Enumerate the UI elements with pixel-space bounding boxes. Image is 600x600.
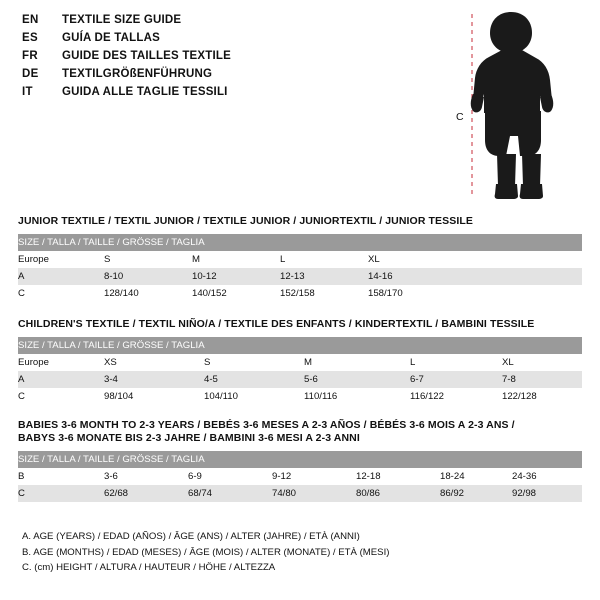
junior-row-europe-label: Europe xyxy=(18,254,49,265)
section-babies-title-line2: BABYS 3-6 MONATE BIS 2-3 JAHRE / BAMBINI 3-6 MESI A 2-3 ANNI xyxy=(18,432,360,444)
header-row-en xyxy=(22,14,422,32)
babies-b-v1: 3-6 xyxy=(104,471,118,482)
junior-europe-v2: M xyxy=(192,254,200,265)
babies-b-v3: 9-12 xyxy=(272,471,292,482)
babies-c-v1: 62/68 xyxy=(104,485,188,502)
babies-c-v4: 80/86 xyxy=(356,485,440,502)
children-c-v2: 104/110 xyxy=(204,391,238,402)
children-europe-v3: M xyxy=(304,357,312,368)
children-size-table xyxy=(18,337,582,405)
section-babies xyxy=(18,419,582,502)
children-c-v5: 122/128 xyxy=(502,391,537,402)
children-a-v3: 5-6 xyxy=(304,371,410,388)
table-row xyxy=(18,251,582,268)
junior-europe-v4: XL xyxy=(368,254,380,265)
children-a-v4: 6-7 xyxy=(410,371,502,388)
section-junior-title: JUNIOR TEXTILE / TEXTIL JUNIOR / TEXTILE JUNIOR / JUNIORTEXTIL / JUNIOR TESSILE xyxy=(18,215,473,227)
babies-c-v6: 92/98 xyxy=(512,485,582,502)
babies-b-v2: 6-9 xyxy=(188,471,202,482)
lang-code-it: IT xyxy=(22,86,33,98)
junior-a-v4: 14-16 xyxy=(368,268,456,285)
junior-band-label: SIZE / TALLA / TAILLE / GRÖSSE / TAGLIA xyxy=(18,234,582,251)
header-title-en: TEXTILE SIZE GUIDE xyxy=(62,14,182,26)
table-row xyxy=(18,485,582,502)
header-row-fr xyxy=(22,50,422,68)
junior-c-v2: 140/152 xyxy=(192,288,227,299)
language-header xyxy=(22,14,422,104)
junior-size-table xyxy=(18,234,582,302)
babies-c-v2: 68/74 xyxy=(188,485,272,502)
header-row-es xyxy=(22,32,422,50)
header-row-de xyxy=(22,68,422,86)
children-europe-v1: XS xyxy=(104,357,117,368)
header-title-es: GUÍA DE TALLAS xyxy=(62,32,160,44)
babies-row-c-label: C xyxy=(18,485,104,502)
footnote-b: B. AGE (MONTHS) / EDAD (MESES) / ÂGE (MOIS) / ALTER (MONATE) / ETÀ (MESI) xyxy=(22,546,390,558)
junior-a-v2: 10-12 xyxy=(192,268,280,285)
babies-b-v6: 24-36 xyxy=(512,471,537,482)
babies-b-v5: 18-24 xyxy=(440,471,465,482)
junior-c-v4: 158/170 xyxy=(368,288,403,299)
children-row-a-label: A xyxy=(18,371,104,388)
babies-band-label: SIZE / TALLA / TAILLE / GRÖSSE / TAGLIA xyxy=(18,451,582,468)
table-row xyxy=(18,468,582,485)
header-title-de: TEXTILGRÖßENFÜHRUNG xyxy=(62,68,213,80)
junior-europe-spacer xyxy=(456,251,582,268)
junior-a-spacer xyxy=(456,268,582,285)
junior-c-spacer xyxy=(456,285,582,302)
babies-b-v4: 12-18 xyxy=(356,471,381,482)
babies-size-table xyxy=(18,451,582,502)
table-row xyxy=(18,354,582,371)
junior-europe-v3: L xyxy=(280,254,286,265)
child-figure xyxy=(440,8,590,203)
figure-measure-letter: C xyxy=(456,111,464,123)
children-a-v2: 4-5 xyxy=(204,371,304,388)
table-row xyxy=(18,268,582,285)
babies-c-v3: 74/80 xyxy=(272,485,356,502)
children-europe-v4: L xyxy=(410,357,416,368)
babies-row-b-label: B xyxy=(18,471,25,482)
table-row xyxy=(18,371,582,388)
children-a-v1: 3-4 xyxy=(104,371,204,388)
section-junior xyxy=(18,215,582,302)
header-row-it xyxy=(22,86,422,104)
children-band-row xyxy=(18,337,582,354)
footnote-a: A. AGE (YEARS) / EDAD (AÑOS) / ÂGE (ANS) / ALTER (JAHRE) / ETÀ (ANNI) xyxy=(22,531,360,542)
lang-code-es: ES xyxy=(22,32,38,44)
children-a-v5: 7-8 xyxy=(502,371,582,388)
section-children xyxy=(18,318,582,405)
children-c-v3: 110/116 xyxy=(304,391,338,402)
junior-a-v1: 8-10 xyxy=(104,268,192,285)
lang-code-fr: FR xyxy=(22,50,38,62)
children-europe-v2: S xyxy=(204,357,211,368)
junior-c-v3: 152/158 xyxy=(280,288,315,299)
lang-code-en: EN xyxy=(22,14,39,26)
child-silhouette-icon xyxy=(440,8,590,203)
junior-c-v1: 128/140 xyxy=(104,288,139,299)
junior-a-v3: 12-13 xyxy=(280,268,368,285)
junior-europe-v1: S xyxy=(104,254,111,265)
children-europe-v5: XL xyxy=(502,357,514,368)
children-row-europe-label: Europe xyxy=(18,357,49,368)
footnote-c: C. (cm) HEIGHT / ALTURA / HAUTEUR / HÖHE / ALTEZZA xyxy=(22,562,276,573)
children-row-c-label: C xyxy=(18,391,25,402)
babies-band-row xyxy=(18,451,582,468)
junior-row-c-label: C xyxy=(18,288,25,299)
children-c-v4: 116/122 xyxy=(410,391,444,402)
section-children-title: CHILDREN'S TEXTILE / TEXTIL NIÑO/A / TEXTILE DES ENFANTS / KINDERTEXTIL / BAMBINI TESSILE xyxy=(18,318,535,330)
header-title-it: GUIDA ALLE TAGLIE TESSILI xyxy=(62,86,228,98)
table-row xyxy=(18,388,582,405)
table-row xyxy=(18,285,582,302)
children-band-label: SIZE / TALLA / TAILLE / GRÖSSE / TAGLIA xyxy=(18,337,582,354)
footnotes xyxy=(22,529,582,576)
junior-row-a-label: A xyxy=(18,268,104,285)
junior-band-row xyxy=(18,234,582,251)
lang-code-de: DE xyxy=(22,68,39,80)
babies-c-v5: 86/92 xyxy=(440,485,512,502)
children-c-v1: 98/104 xyxy=(104,391,134,402)
section-babies-title-line1: BABIES 3-6 MONTH TO 2-3 YEARS / BEBÉS 3-6 MESES A 2-3 AÑOS / BÉBÉS 3-6 MOIS A 2-3 ANS / xyxy=(18,419,515,431)
header-title-fr: GUIDE DES TAILLES TEXTILE xyxy=(62,50,231,62)
